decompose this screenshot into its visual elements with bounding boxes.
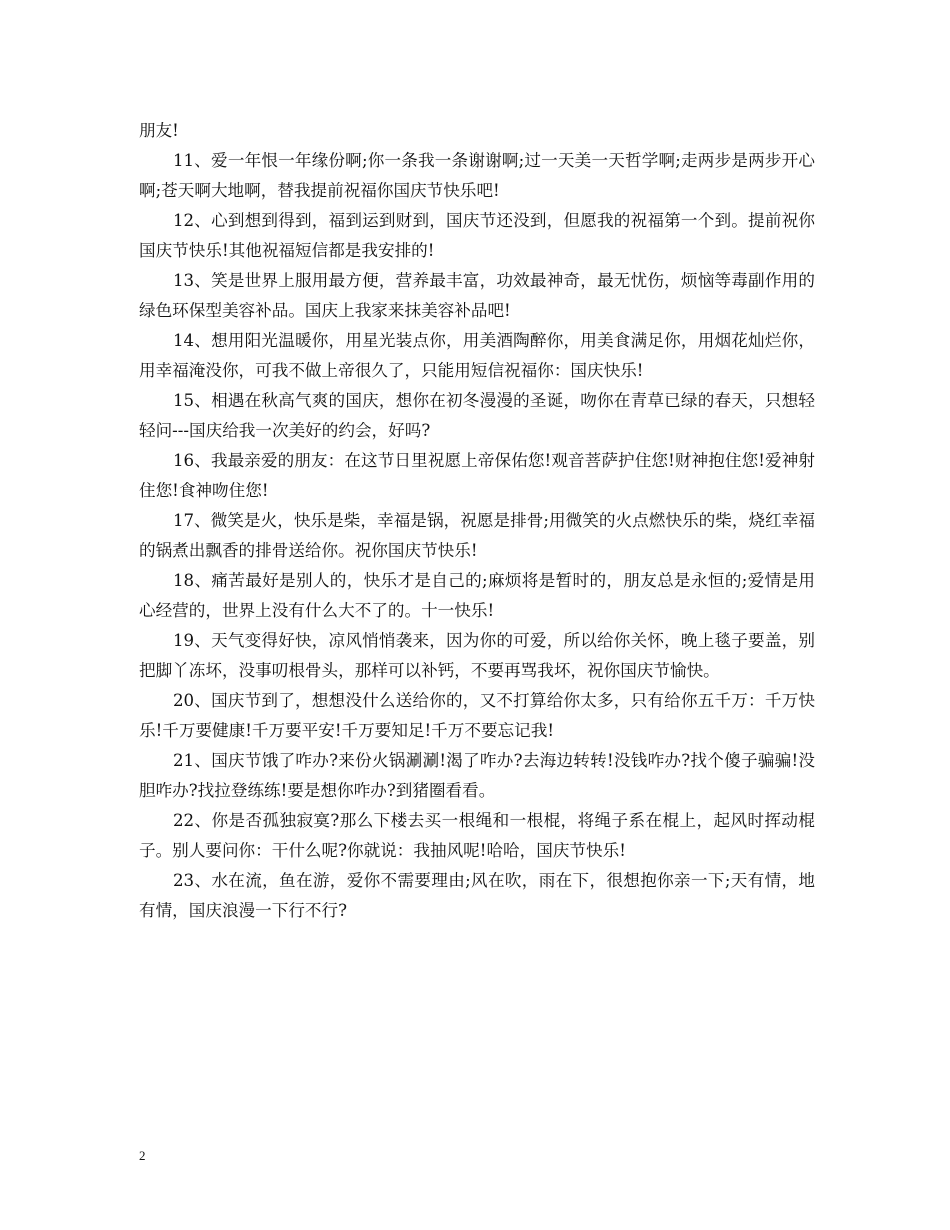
greeting-paragraph: 19、天气变得好快，凉风悄悄袭来，因为你的可爱，所以给你关怀，晚上毯子要盖，别把脚丫冻坏，没事叨根骨头，那样可以补钙，不要再骂我坏，祝你国庆节愉快。	[139, 631, 815, 680]
greeting-paragraph: 20、国庆节到了，想想没什么送给你的，又不打算给你太多，只有给你五千万：千万快乐!千万要健康!千万要平安!千万要知足!千万不要忘记我!	[139, 691, 815, 740]
greeting-paragraph: 22、你是否孤独寂寞?那么下楼去买一根绳和一根棍，将绳子系在棍上，起风时挥动棍子。别人要问你：干什么呢?你就说：我抽风呢!哈哈，国庆节快乐!	[139, 811, 815, 860]
continuation-paragraph: 朋友!	[139, 121, 179, 140]
document-body	[139, 116, 815, 926]
greeting-paragraph: 15、相遇在秋高气爽的国庆，想你在初冬漫漫的圣诞，吻你在青草已绿的春天，只想轻轻问---国庆给我一次美好的约会，好吗?	[139, 391, 815, 440]
greeting-paragraph: 18、痛苦最好是别人的，快乐才是自己的;麻烦将是暂时的，朋友总是永恒的;爱情是用心经营的，世界上没有什么大不了的。十一快乐!	[139, 571, 815, 620]
greeting-paragraph: 16、我最亲爱的朋友：在这节日里祝愿上帝保佑您!观音菩萨护住您!财神抱住您!爱神射住您!食神吻住您!	[139, 451, 815, 500]
greeting-paragraph: 17、微笑是火，快乐是柴，幸福是锅，祝愿是排骨;用微笑的火点燃快乐的柴，烧红幸福的锅煮出飘香的排骨送给你。祝你国庆节快乐!	[139, 511, 815, 560]
greeting-paragraph: 14、想用阳光温暖你，用星光装点你，用美酒陶醉你，用美食满足你，用烟花灿烂你，用幸福淹没你，可我不做上帝很久了，只能用短信祝福你：国庆快乐!	[139, 331, 815, 380]
greeting-paragraph: 21、国庆节饿了咋办?来份火锅涮涮!渴了咋办?去海边转转!没钱咋办?找个傻子骗骗!没胆咋办?找拉登练练!要是想你咋办?到猪圈看看。	[139, 751, 815, 800]
greeting-paragraph: 23、水在流，鱼在游，爱你不需要理由;风在吹，雨在下，很想抱你亲一下;天有情，地有情，国庆浪漫一下行不行?	[139, 871, 815, 920]
greeting-paragraph: 12、心到想到得到，福到运到财到，国庆节还没到，但愿我的祝福第一个到。提前祝你国庆节快乐!其他祝福短信都是我安排的!	[139, 211, 815, 260]
greeting-paragraph: 11、爱一年恨一年缘份啊;你一条我一条谢谢啊;过一天美一天哲学啊;走两步是两步开心啊;苍天啊大地啊，替我提前祝福你国庆节快乐吧!	[139, 151, 815, 200]
page-number: 2	[139, 1148, 146, 1163]
greeting-paragraph: 13、笑是世界上服用最方便，营养最丰富，功效最神奇，最无忧伤，烦恼等毒副作用的绿色环保型美容补品。国庆上我家来抹美容补品吧!	[139, 271, 815, 320]
